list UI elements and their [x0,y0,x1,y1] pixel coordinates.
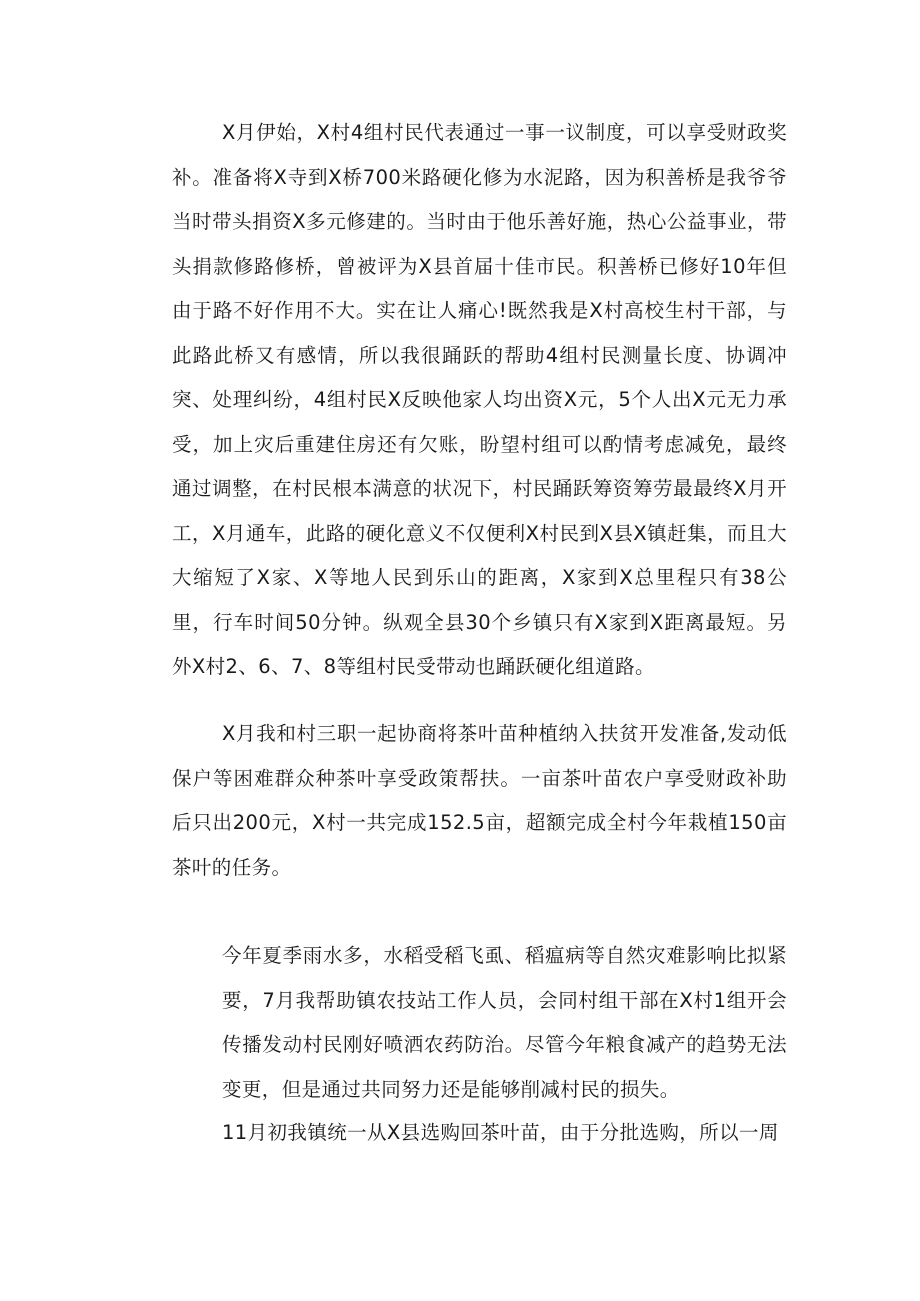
paragraph-tea-planting: X月我和村三职一起协商将茶叶苗种植纳入扶贫开发准备,发动低保户等困难群众种茶叶享受政策帮扶。一亩茶叶苗农户享受财政补助后只出200元，X村一共完成152.5亩，超额完成全村今年栽植150亩茶叶的任务。 [172,722,787,879]
paragraph-tea-seedling-purchase: 11月初我镇统一从X县选购回茶叶苗，由于分批选购，所以一周 [222,1121,779,1144]
paragraph-road-hardening: X月伊始，X村4组村民代表通过一事一议制度，可以享受财政奖补。准备将X寺到X桥700米路硬化修为水泥路，因为积善桥是我爷爷当时带头捐资X多元修建的。当时由于他乐善好施，热心公益事业，带头捐款修路修桥，曾被评为X县首届十佳市民。积善桥已修好10年但由于路不好作用不大。实在让人痛心!既然我是X村高校生村干部，与此路此桥又有感情，所以我很踊跃的帮助4组村民测量长度、协调冲突、处理纠纷，4组村民X反映他家人均出资X元，5个人出X元无力承受，加上灾后重建住房还有欠账，盼望村组可以酌情考虑减免，最终通过调整，在村民根本满意的状况下，村民踊跃筹资筹劳最最终X月开工，X月通车，此路的硬化意义不仅便利X村民到X县X镇赶集，而且大大缩短了X家、X等地人民到乐山的距离，X家到X总里程只有38公里，行车时间50分钟。纵观全县30个乡镇只有X家到X距离最短。另外X村2、6、7、8等组村民受带动也踊跃硬化组道路。 [172,121,787,678]
paragraph-rice-pest-control: 今年夏季雨水多，水稻受稻飞虱、稻瘟病等自然灾难影响比拟紧要，7月我帮助镇农技站工作人员，会同村组干部在X村1组开会传播发动村民刚好喷洒农药防治。尽管今年粮食减产的趋势无法变更，但是通过共同努力还是能够削减村民的损失。 [222,944,787,1101]
